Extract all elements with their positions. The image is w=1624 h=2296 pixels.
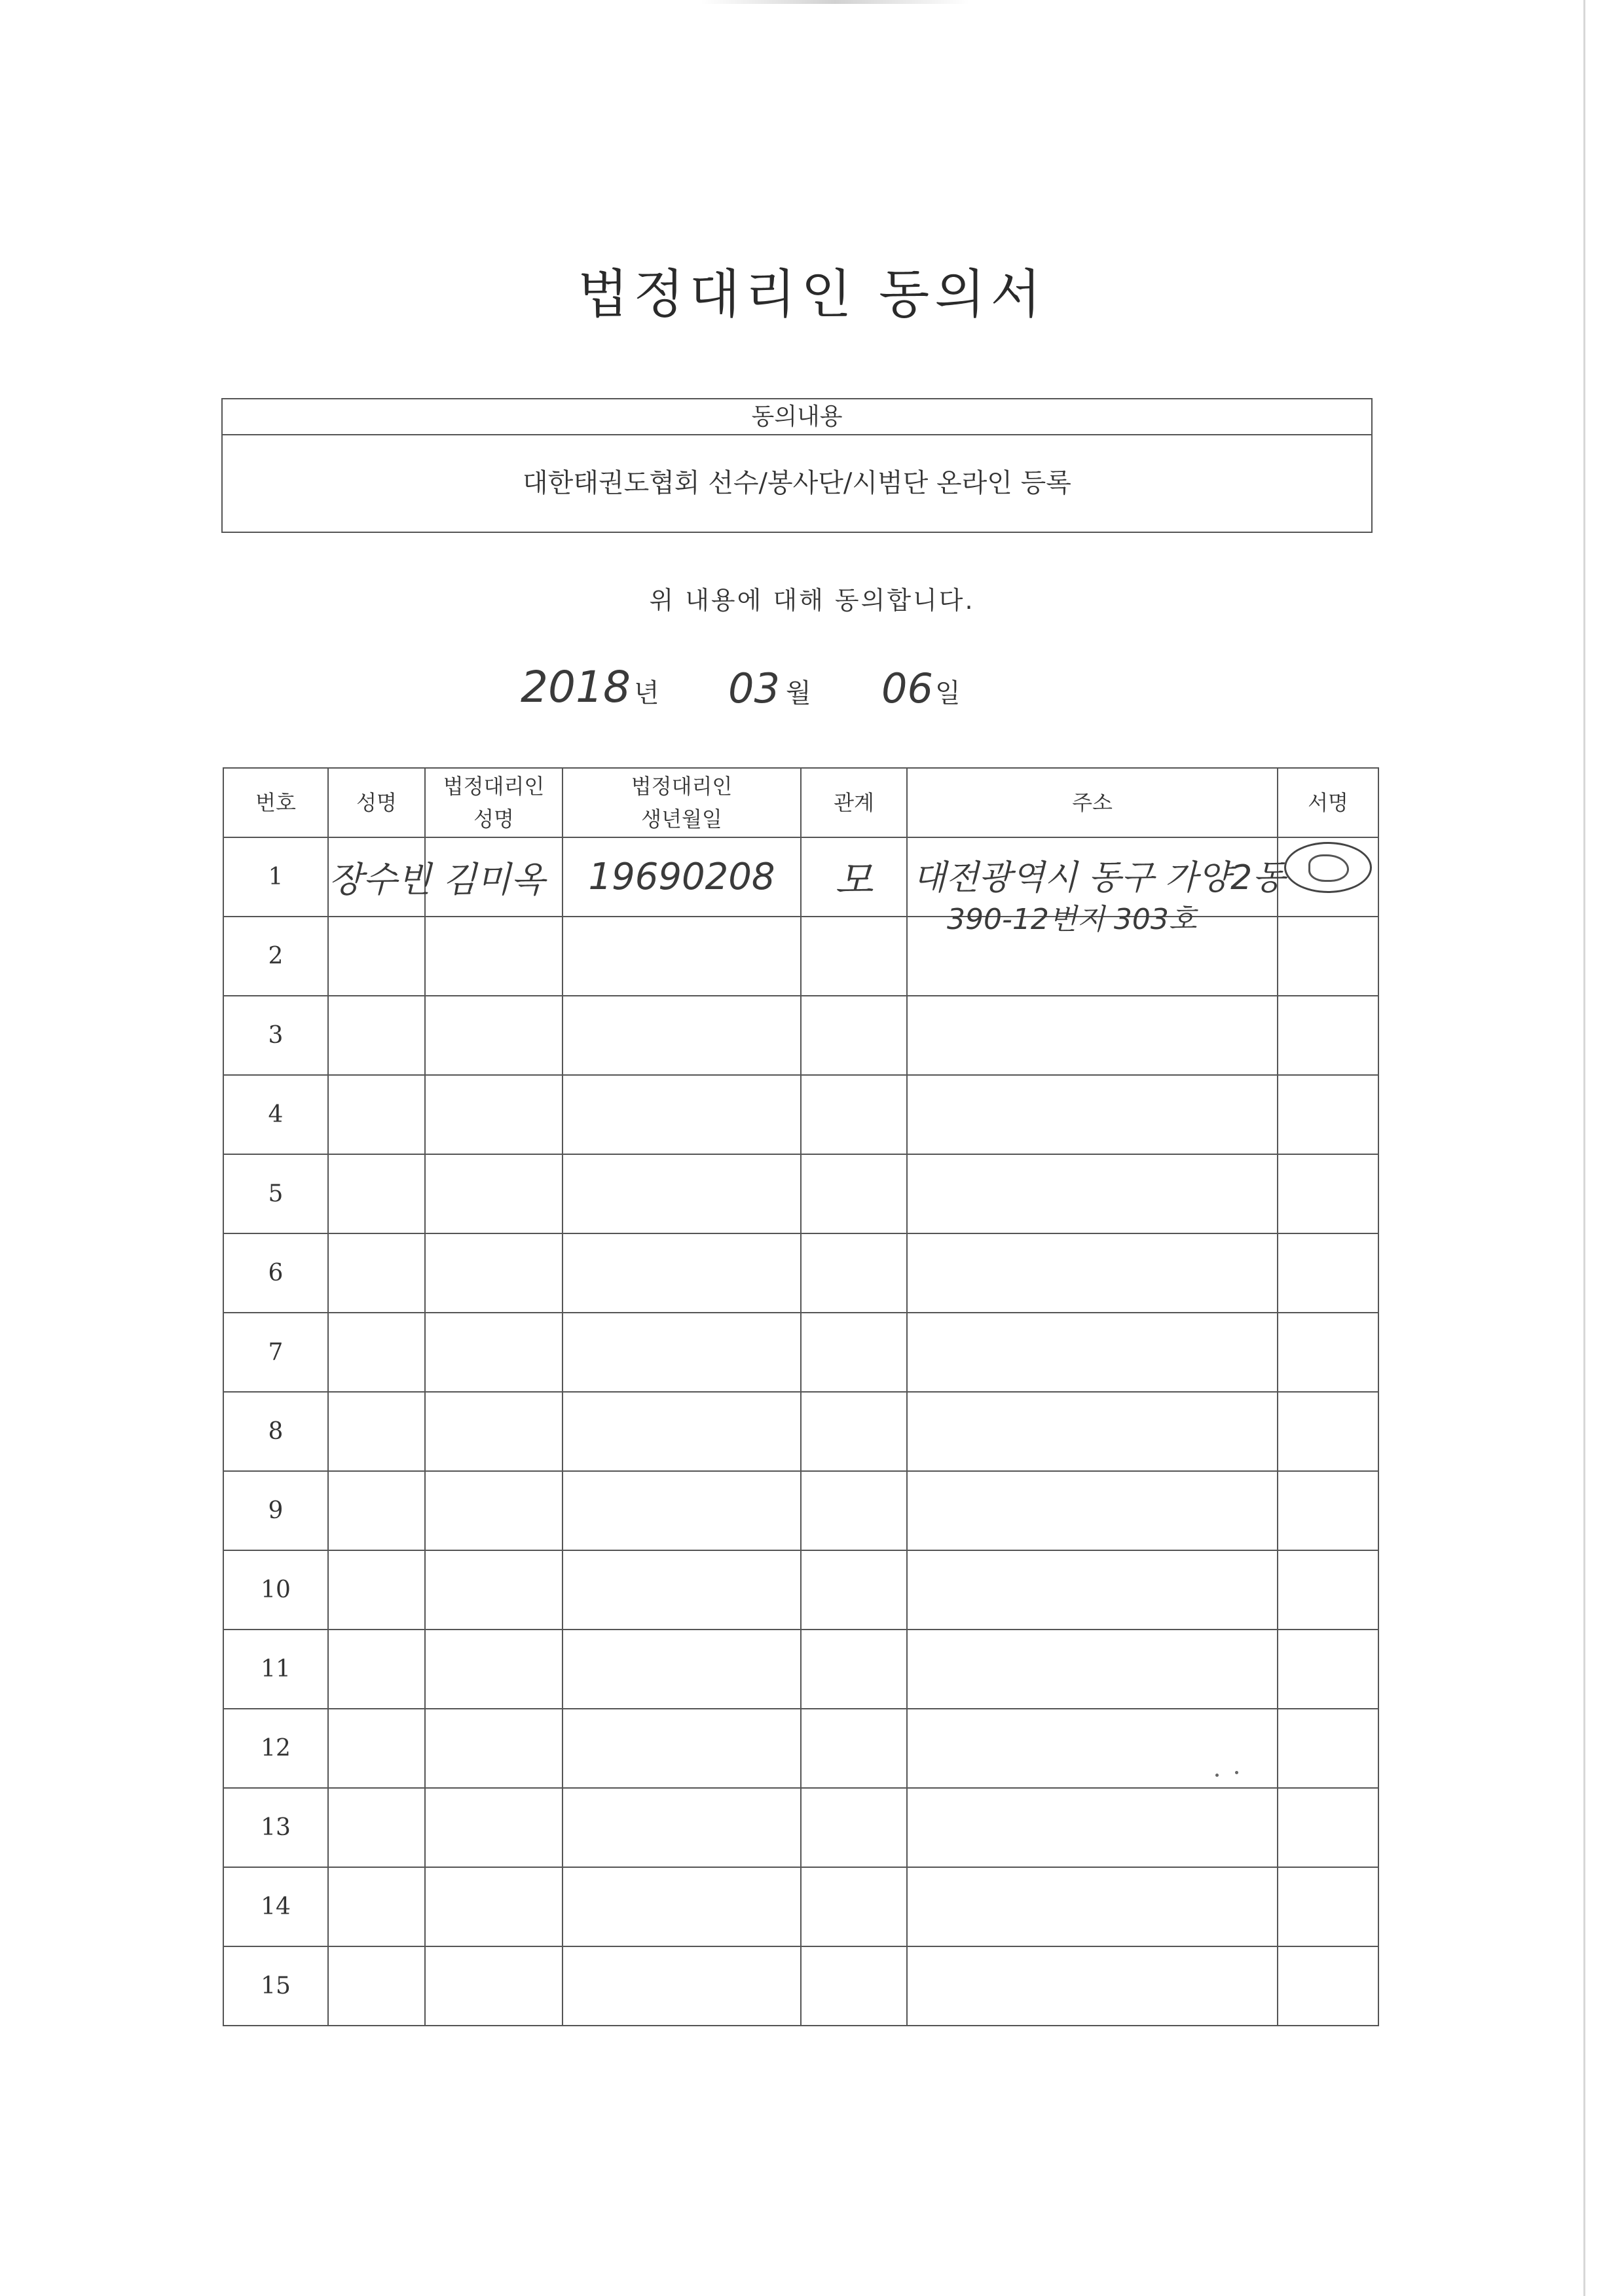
row-guardian-birth xyxy=(563,1075,801,1154)
row-address xyxy=(907,917,1278,996)
row-relation xyxy=(801,1946,907,2026)
row-guardian-birth xyxy=(563,1630,801,1709)
header-guardian-name xyxy=(425,768,563,837)
row-guardian-birth xyxy=(563,1867,801,1946)
row-address xyxy=(907,1233,1278,1313)
row-guardian-name xyxy=(425,1946,563,2026)
row-guardian-name xyxy=(425,996,563,1075)
row-guardian-name xyxy=(425,1788,563,1867)
row-signature xyxy=(1278,1550,1378,1630)
table-row xyxy=(223,1867,1378,1946)
table-row xyxy=(223,1630,1378,1709)
row-signature xyxy=(1278,837,1378,917)
row-relation xyxy=(801,1313,907,1392)
consent-box xyxy=(221,398,1373,533)
row-signature xyxy=(1278,1075,1378,1154)
row-relation xyxy=(801,1788,907,1867)
row-signature xyxy=(1278,1946,1378,2026)
row-signature xyxy=(1278,1709,1378,1788)
row-guardian-birth xyxy=(563,1313,801,1392)
row-guardian-birth xyxy=(563,1788,801,1867)
table-row xyxy=(223,917,1378,996)
row-guardian-name xyxy=(425,1471,563,1550)
row-no: 15 xyxy=(223,1946,328,2026)
row-signature xyxy=(1278,1313,1378,1392)
row-guardian-name-handwritten: 김미옥 xyxy=(442,859,545,900)
row-relation xyxy=(801,837,907,917)
header-guardian-name-line2: 성명 xyxy=(473,807,514,831)
row-guardian-name xyxy=(425,1709,563,1788)
row-no: 9 xyxy=(223,1471,328,1550)
header-signature: 서명 xyxy=(1278,768,1378,837)
date-month: 03 xyxy=(728,665,780,712)
row-guardian-birth xyxy=(563,1550,801,1630)
header-guardian-name-line1: 법정대리인 xyxy=(443,774,545,799)
row-guardian-name xyxy=(425,1233,563,1313)
row-address xyxy=(907,1075,1278,1154)
row-guardian-name xyxy=(425,1550,563,1630)
row-address-line1: 대전광역시 동구 가양2동 xyxy=(913,858,1285,898)
date-row xyxy=(0,658,1624,717)
row-address xyxy=(907,1471,1278,1550)
row-signature xyxy=(1278,1392,1378,1471)
row-no: 3 xyxy=(223,996,328,1075)
row-relation xyxy=(801,917,907,996)
scan-edge-right xyxy=(1583,0,1585,2296)
row-guardian-birth-handwritten: 19690208 xyxy=(588,856,775,898)
row-guardian-birth xyxy=(563,1471,801,1550)
header-name: 성명 xyxy=(328,768,425,837)
row-relation xyxy=(801,1709,907,1788)
row-address xyxy=(907,1313,1278,1392)
row-no: 2 xyxy=(223,917,328,996)
row-guardian-birth xyxy=(563,1233,801,1313)
row-address xyxy=(907,996,1278,1075)
row-guardian-birth xyxy=(563,1946,801,2026)
row-name xyxy=(328,1946,425,2026)
header-relation: 관계 xyxy=(801,768,907,837)
row-signature xyxy=(1278,1154,1378,1233)
signature-mark xyxy=(1284,842,1372,893)
date-month-unit: 월 xyxy=(786,678,811,708)
header-guardian-birth-line2: 생년월일 xyxy=(641,807,722,831)
row-address xyxy=(907,1867,1278,1946)
row-no: 13 xyxy=(223,1788,328,1867)
row-relation xyxy=(801,1471,907,1550)
header-guardian-birth xyxy=(563,768,801,837)
table-row xyxy=(223,1075,1378,1154)
row-guardian-name xyxy=(425,1630,563,1709)
row-guardian-name xyxy=(425,1313,563,1392)
date-day: 06 xyxy=(881,665,933,712)
row-name xyxy=(328,1154,425,1233)
row-address xyxy=(907,837,1285,936)
row-relation-handwritten: 모 xyxy=(835,857,873,903)
row-guardian-birth xyxy=(563,837,801,917)
consent-header: 동의내용 xyxy=(223,399,1371,435)
table-row xyxy=(223,1154,1378,1233)
row-guardian-birth xyxy=(563,996,801,1075)
row-name xyxy=(328,1788,425,1867)
row-relation xyxy=(801,1154,907,1233)
row-relation xyxy=(801,1233,907,1313)
table-row xyxy=(223,996,1378,1075)
row-guardian-name xyxy=(425,1075,563,1154)
row-address xyxy=(907,1946,1278,2026)
row-guardian-birth xyxy=(563,917,801,996)
consent-body: 대한태권도협회 선수/봉사단/시범단 온라인 등록 xyxy=(523,468,1071,498)
row-no: 1 xyxy=(223,837,328,917)
scan-speck xyxy=(1235,1771,1238,1774)
row-name xyxy=(328,1233,425,1313)
row-name xyxy=(328,1471,425,1550)
row-no: 7 xyxy=(223,1313,328,1392)
row-address xyxy=(907,1709,1278,1788)
row-guardian-birth xyxy=(563,1154,801,1233)
row-name xyxy=(328,996,425,1075)
row-guardian-name xyxy=(425,1392,563,1471)
row-no: 8 xyxy=(223,1392,328,1471)
guardian-table xyxy=(223,767,1379,2026)
row-name xyxy=(328,1867,425,1946)
table-row xyxy=(223,1313,1378,1392)
document-title: 법정대리인 동의서 xyxy=(578,264,1046,325)
row-address xyxy=(907,1154,1278,1233)
row-signature xyxy=(1278,917,1378,996)
table-row xyxy=(223,1709,1378,1788)
scan-speck xyxy=(1215,1774,1219,1777)
row-name xyxy=(328,1550,425,1630)
scan-edge-top xyxy=(701,0,969,4)
date-year: 2018 xyxy=(521,662,631,712)
date-year-unit: 년 xyxy=(634,678,659,708)
row-address xyxy=(907,1630,1278,1709)
table-row xyxy=(223,1392,1378,1471)
header-guardian-birth-line1: 법정대리인 xyxy=(631,774,733,799)
table-row xyxy=(223,1233,1378,1313)
row-signature xyxy=(1278,996,1378,1075)
row-no: 5 xyxy=(223,1154,328,1233)
row-signature xyxy=(1278,1788,1378,1867)
row-guardian-name xyxy=(425,1867,563,1946)
header-no: 번호 xyxy=(223,768,328,837)
row-name xyxy=(328,917,425,996)
row-relation xyxy=(801,1392,907,1471)
row-relation xyxy=(801,996,907,1075)
agreement-text: 위 내용에 대해 동의합니다. xyxy=(649,586,975,615)
row-name xyxy=(328,1709,425,1788)
row-signature xyxy=(1278,1630,1378,1709)
row-signature xyxy=(1278,1867,1378,1946)
row-guardian-birth xyxy=(563,1392,801,1471)
row-no: 10 xyxy=(223,1550,328,1630)
row-no: 14 xyxy=(223,1867,328,1946)
date-day-unit: 일 xyxy=(935,678,961,708)
row-signature xyxy=(1278,1233,1378,1313)
row-no: 11 xyxy=(223,1630,328,1709)
row-guardian-birth xyxy=(563,1709,801,1788)
table-header-row xyxy=(223,768,1378,837)
row-address xyxy=(907,1788,1278,1867)
row-relation xyxy=(801,1550,907,1630)
table-row xyxy=(223,1550,1378,1630)
row-name xyxy=(328,1075,425,1154)
row-guardian-name xyxy=(425,837,563,917)
row-relation xyxy=(801,1075,907,1154)
table-row xyxy=(223,837,1378,917)
row-signature xyxy=(1278,1471,1378,1550)
row-relation xyxy=(801,1630,907,1709)
row-no: 6 xyxy=(223,1233,328,1313)
row-address xyxy=(907,1392,1278,1471)
row-address-line2: 390-12번지 303호 xyxy=(947,903,1197,936)
row-address xyxy=(907,1550,1278,1630)
row-guardian-name xyxy=(425,917,563,996)
row-name xyxy=(328,1630,425,1709)
row-name xyxy=(328,837,432,917)
table-row xyxy=(223,1946,1378,2026)
header-address: 주소 xyxy=(907,768,1278,837)
row-no: 12 xyxy=(223,1709,328,1788)
table-row xyxy=(223,1788,1378,1867)
row-relation xyxy=(801,1867,907,1946)
row-name xyxy=(328,1392,425,1471)
row-guardian-name xyxy=(425,1154,563,1233)
row-no: 4 xyxy=(223,1075,328,1154)
table-row xyxy=(223,1471,1378,1550)
row-name xyxy=(328,1313,425,1392)
row-name-handwritten: 장수빈 xyxy=(329,859,432,900)
